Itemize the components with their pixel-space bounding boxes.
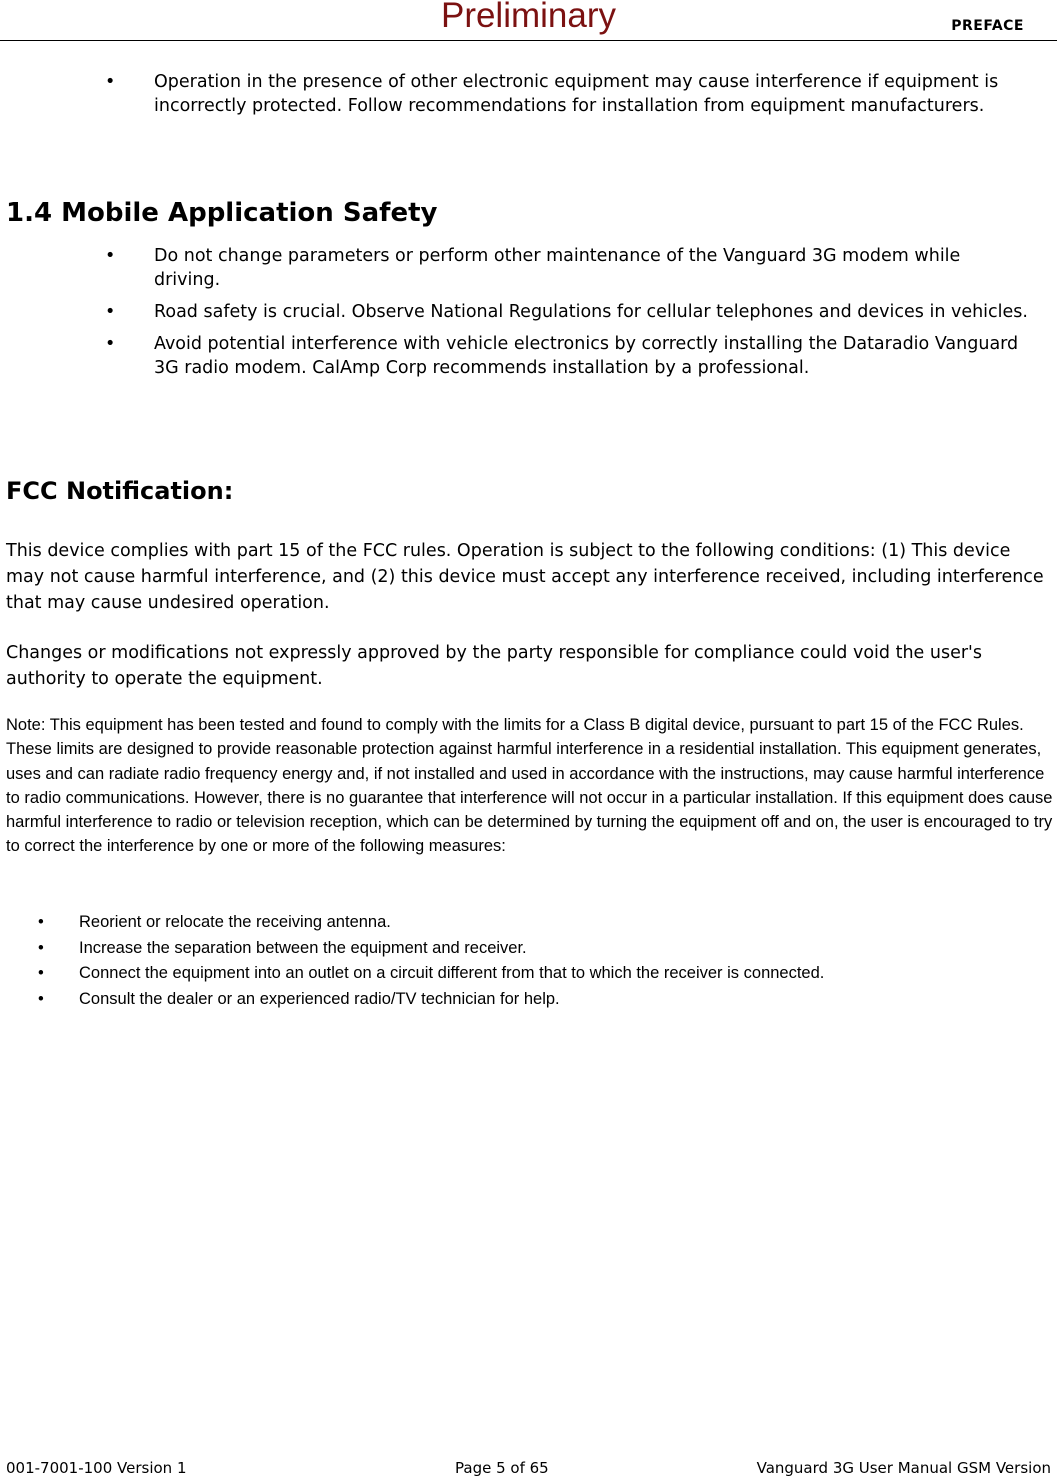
bullet-icon: • <box>105 246 116 266</box>
list-item-text: Operation in the presence of other electronic equipment may cause interference if equipment is incorrectly protected. Follow recommendations for installation from equipment manufacturers. <box>154 72 999 116</box>
section-label: PREFACE <box>951 18 1024 34</box>
list-item-text: Connect the equipment into an outlet on a circuit different from that to which the receiver is connected. <box>79 964 825 982</box>
list-item-text: Consult the dealer or an experienced radio/TV technician for help. <box>79 989 560 1008</box>
bullet-icon: • <box>38 938 44 957</box>
footer-doc-number: 001-7001-100 Version 1 <box>6 1459 187 1477</box>
bullet-icon: • <box>105 302 116 322</box>
list-item <box>0 332 1030 380</box>
section-heading-fcc: FCC Notification: <box>6 477 234 505</box>
list-item-text: Avoid potential interference with vehicle electronics by correctly installing the Dataradio Vanguard 3G radio modem. CalAmp Corp recommends installation by a professional. <box>154 334 1019 378</box>
section-heading-mobile-safety: 1.4 Mobile Application Safety <box>6 198 438 228</box>
bullet-icon: • <box>38 913 44 931</box>
fcc-note-paragraph: Note: This equipment has been tested and found to comply with the limits for a Class B digital device, pursuant to part 15 of the FCC Rules. These limits are designed to provide reasonable protection against harmful interference in a residential installation. This equipment generates, uses and can radiate radio frequency energy and, if not installed and used in accordance with the instructions, may cause harmful interference to radio communications. However, there is no guarantee that interference will not occur in a particular installation. If this equipment does cause harmful interference to radio or television reception, which can be determined by turning the equipment off and on, the user is encouraged to try to correct the interference by one or more of the following measures: <box>6 716 1053 856</box>
list-item <box>0 987 1050 1013</box>
list-item <box>0 244 1030 292</box>
list-item <box>0 936 1050 962</box>
fcc-measures-list <box>0 910 1050 1012</box>
list-item <box>0 70 1030 118</box>
preliminary-watermark: Preliminary <box>440 0 617 35</box>
bullet-icon: • <box>38 964 44 982</box>
list-item-text: Increase the separation between the equipment and receiver. <box>79 938 527 957</box>
fcc-modification-paragraph: Changes or modifications not expressly approved by the party responsible for compliance could void the user's authority to operate the equipment. <box>6 643 982 689</box>
bullet-icon: • <box>38 989 44 1008</box>
list-item <box>0 910 1050 936</box>
list-item <box>0 300 1030 324</box>
list-item-text: Do not change parameters or perform other maintenance of the Vanguard 3G modem while driving. <box>154 246 961 290</box>
list-item-text: Reorient or relocate the receiving antenna. <box>79 913 391 931</box>
list-item-text: Road safety is crucial. Observe National Regulations for cellular telephones and devices in vehicles. <box>154 302 1028 322</box>
intro-bullet-list <box>0 70 1030 118</box>
bullet-icon: • <box>105 72 116 92</box>
header-divider <box>0 40 1057 41</box>
fcc-compliance-paragraph: This device complies with part 15 of the FCC rules. Operation is subject to the following conditions: (1) This device may not cause harmful interference, and (2) this device must accept any interference received, including interference that may cause undesired operation. <box>6 541 1044 613</box>
footer-page-number: Page 5 of 65 <box>455 1459 549 1477</box>
mobile-safety-bullet-list <box>0 244 1030 380</box>
list-item <box>0 961 1050 987</box>
bullet-icon: • <box>105 334 116 354</box>
footer-manual-title: Vanguard 3G User Manual GSM Version <box>756 1459 1051 1477</box>
